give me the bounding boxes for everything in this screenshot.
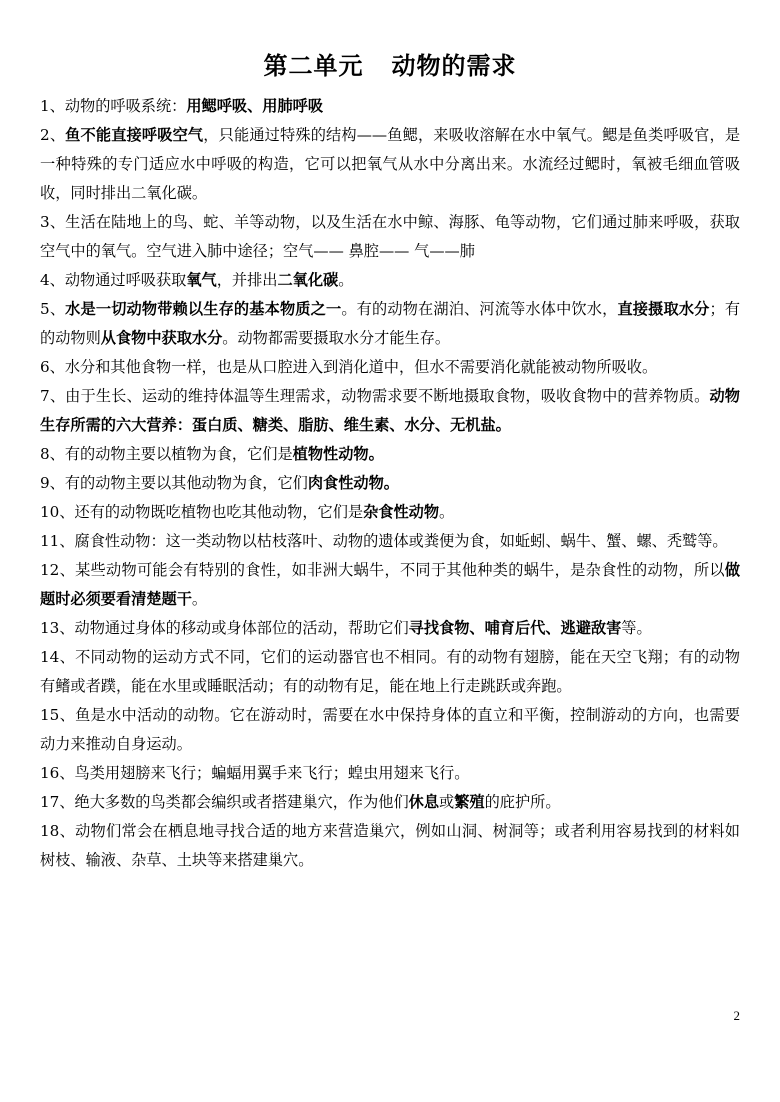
list-item bbox=[40, 208, 740, 266]
list-item bbox=[40, 469, 740, 498]
body-text: 4、动物通过呼吸获取 bbox=[40, 271, 187, 289]
list-item bbox=[40, 556, 740, 614]
body-text: 的庇护所。 bbox=[484, 793, 561, 811]
body-text: 2、 bbox=[40, 126, 66, 144]
list-item bbox=[40, 759, 740, 788]
emphasis-text: 水是一切动物带赖以生存的基本物质之一 bbox=[65, 300, 342, 318]
list-item bbox=[40, 295, 740, 353]
list-item bbox=[40, 498, 740, 527]
list-item bbox=[40, 527, 740, 556]
emphasis-text: 繁殖 bbox=[454, 793, 485, 811]
body-text: 1、动物的呼吸系统： bbox=[40, 97, 187, 115]
body-text: 。有的动物在湖泊、河流等水体中饮水， bbox=[341, 300, 618, 318]
emphasis-text: 寻找食物、哺育后代、逃避敌害 bbox=[408, 619, 622, 637]
body-text: 14、不同动物的运动方式不同，它们的运动器官也不相同。有的动物有翅膀，能在天空飞翔；有的动物有鳍或者蹼，能在水里或睡眠活动；有的动物有足，能在地上行走跳跃或奔跑。 bbox=[40, 648, 740, 695]
emphasis-text: 植物性动物。 bbox=[292, 445, 384, 463]
list-item bbox=[40, 121, 740, 208]
body-text: 12、某些动物可能会有特别的食性，如非洲大蜗牛，不同于其他种类的蜗牛，是杂食性的动物，所以 bbox=[40, 561, 725, 579]
list-item bbox=[40, 266, 740, 295]
body-text: 5、 bbox=[40, 300, 66, 318]
emphasis-text: 氧气 bbox=[186, 271, 217, 289]
list-item bbox=[40, 788, 740, 817]
body-text: 。 bbox=[338, 271, 354, 289]
list-item bbox=[40, 440, 740, 469]
list-item bbox=[40, 92, 740, 121]
body-text: 。 bbox=[439, 503, 455, 521]
body-text: 。 bbox=[191, 590, 208, 608]
body-text: 16、鸟类用翅膀来飞行；蝙蝠用翼手来飞行；蝗虫用翅来飞行。 bbox=[40, 764, 470, 782]
body-text: ，只能通过特殊的结构——鱼鳃，来吸收溶解在水中氧气。鳃是鱼类呼吸官，是一种特殊的专门适应水中呼吸的构造，它可以把氧气从水中分离出来。水流经过鳃时，氧被毛细血管吸收，同时排出二氧化碳。 bbox=[40, 126, 741, 202]
body-text: 13、动物通过身体的移动或身体部位的活动，帮助它们 bbox=[40, 619, 409, 637]
body-text: 17、绝大多数的鸟类都会编织或者搭建巢穴，作为他们 bbox=[40, 793, 409, 811]
emphasis-text: 休息 bbox=[408, 793, 440, 811]
emphasis-text: 直接摄取水分 bbox=[617, 300, 710, 318]
list-item bbox=[40, 353, 740, 382]
body-text: 。动物都需要摄取水分才能生存。 bbox=[222, 329, 451, 347]
body-text: 18、动物们常会在栖息地寻找合适的地方来营造巢穴，例如山洞、树洞等；或者利用容易找到的材料如树枝、输液、杂草、土块等来搭建巢穴。 bbox=[40, 822, 740, 869]
list-item bbox=[40, 701, 740, 759]
body-text: 7、由于生长、运动的维持体温等生理需求，动物需求要不断地摄取食物，吸收食物中的营养物质。 bbox=[40, 387, 710, 405]
page-title: 第二单元 动物的需求 bbox=[263, 51, 517, 80]
body-text: 10、还有的动物既吃植物也吃其他动物，它们是 bbox=[40, 503, 364, 521]
list-item bbox=[40, 614, 740, 643]
body-text: 6、水分和其他食物一样，也是从口腔进入到消化道中，但水不需要消化就能被动物所吸收。 bbox=[40, 358, 658, 376]
emphasis-text: 鱼不能直接呼吸空气 bbox=[65, 126, 204, 144]
emphasis-text: 肉食性动物。 bbox=[307, 474, 399, 492]
emphasis-text: 用鳃呼吸、用肺呼吸 bbox=[186, 97, 324, 115]
body-text: 或 bbox=[439, 793, 455, 811]
body-text: 15、鱼是水中活动的动物。它在游动时，需要在水中保持身体的直立和平衡，控制游动的方向，也需要动力来推动自身运动。 bbox=[40, 706, 740, 753]
body-text: ，并排出 bbox=[216, 271, 278, 289]
body-text: 11、腐食性动物：这一类动物以枯枝落叶、动物的遗体或粪便为食，如蚯蚓、蜗牛、蟹、螺、秃鹫等。 bbox=[40, 532, 728, 550]
body-text: 8、有的动物主要以植物为食，它们是 bbox=[40, 445, 293, 463]
list-item bbox=[40, 817, 740, 875]
emphasis-text: 二氧化碳 bbox=[277, 271, 339, 289]
body-text: 9、有的动物主要以其他动物为食，它们 bbox=[40, 474, 308, 492]
emphasis-text: 从食物中获取水分 bbox=[100, 329, 223, 347]
emphasis-text: 做题时必须要看清楚题干 bbox=[40, 561, 740, 608]
body-text: ；有的动物则 bbox=[40, 300, 741, 347]
emphasis-text: 动物生存所需的六大营养：蛋白质、糖类、脂肪、维生素、水分、无机盐。 bbox=[40, 387, 740, 434]
list-item bbox=[40, 382, 740, 440]
body-text: 3、生活在陆地上的鸟、蛇、羊等动物，以及生活在水中鲸、海豚、龟等动物，它们通过肺来呼吸，获取空气中的氧气。空气进入肺中途径；空气—— 鼻腔—— 气——肺 bbox=[40, 213, 740, 260]
document-page bbox=[40, 46, 740, 875]
body-text: 等。 bbox=[621, 619, 652, 637]
list-item bbox=[40, 643, 740, 701]
emphasis-text: 杂食性动物 bbox=[363, 503, 440, 521]
numbered-list bbox=[40, 92, 740, 875]
page-number: 2 bbox=[733, 1008, 740, 1023]
